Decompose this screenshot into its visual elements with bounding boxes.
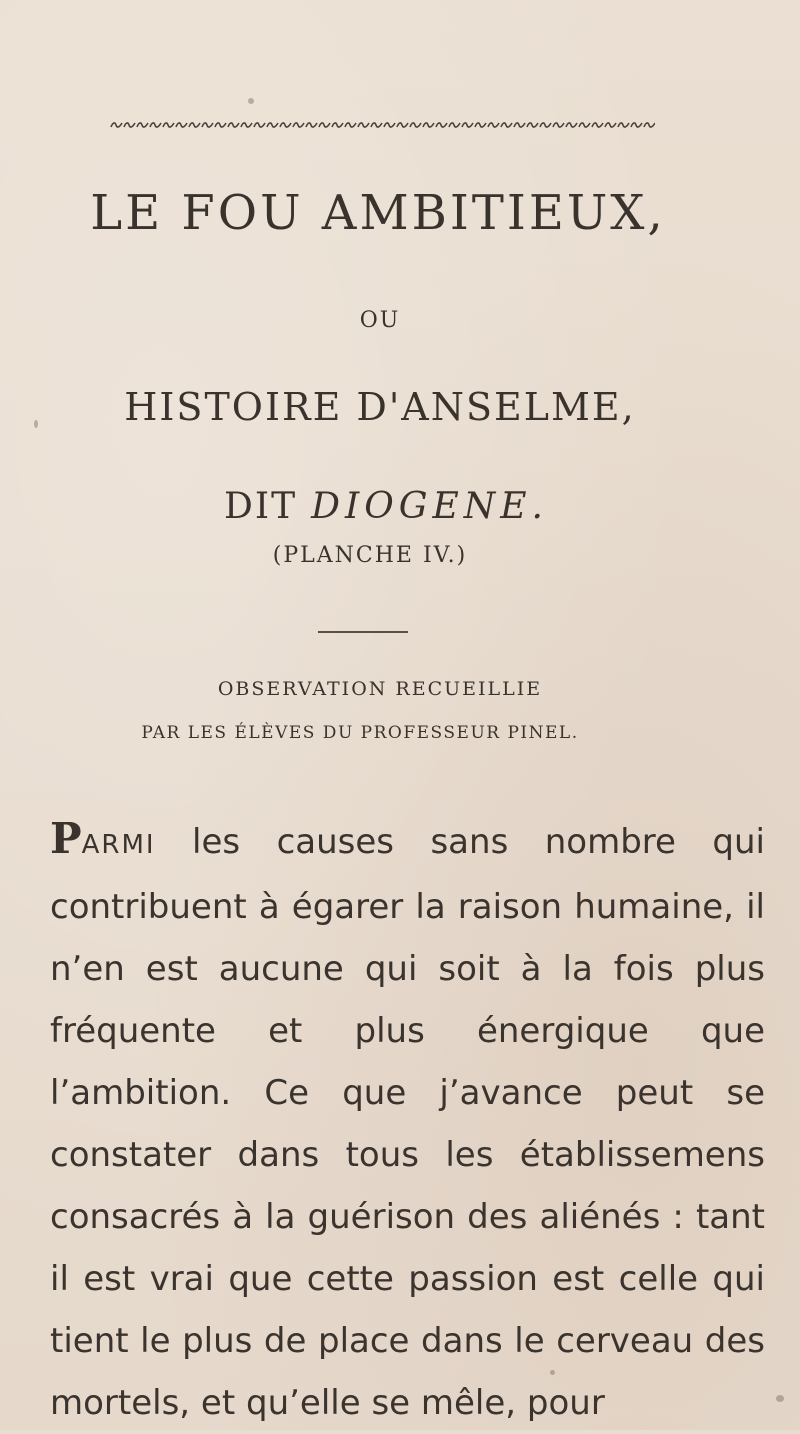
title-dit: DIT bbox=[224, 486, 298, 527]
body-paragraph bbox=[50, 808, 765, 1434]
title-line-2: HISTOIRE D'ANSELME, bbox=[124, 385, 636, 429]
drop-cap: P bbox=[50, 814, 82, 863]
title-name-line bbox=[0, 486, 786, 527]
body-text: les causes sans nombre qui contribuent à égarer la raison humaine, il n’en est aucune qui soit à la fois plus fréquente et plus énergique que l’ambition. Ce que j’avance peut se constater dans tous les établissemens consacrés à la guérison des aliénés : tant il est vrai que cette passion est celle qui tient le plus de place dans le cerveau des mortels, et qu’elle se mêle, pour bbox=[50, 822, 766, 1423]
ornament-rule bbox=[110, 120, 655, 130]
subtitle-authors: PAR LES ÉLÈVES DU PROFESSEUR PINEL. bbox=[141, 723, 579, 743]
title-name: DIOGENE. bbox=[311, 486, 548, 527]
first-word-rest: ARMI bbox=[81, 830, 156, 860]
title-ou: OU bbox=[359, 308, 401, 333]
subtitle-observation: OBSERVATION RECUEILLIE bbox=[217, 678, 543, 700]
paper-speck bbox=[550, 1370, 555, 1375]
plate-reference: (PLANCHE IV.) bbox=[272, 543, 468, 568]
section-divider bbox=[318, 631, 408, 633]
paper-speck bbox=[34, 420, 38, 428]
title-line-1: LE FOU AMBITIEUX, bbox=[90, 185, 666, 241]
paper-speck bbox=[248, 98, 254, 104]
paper-speck bbox=[776, 1395, 784, 1402]
